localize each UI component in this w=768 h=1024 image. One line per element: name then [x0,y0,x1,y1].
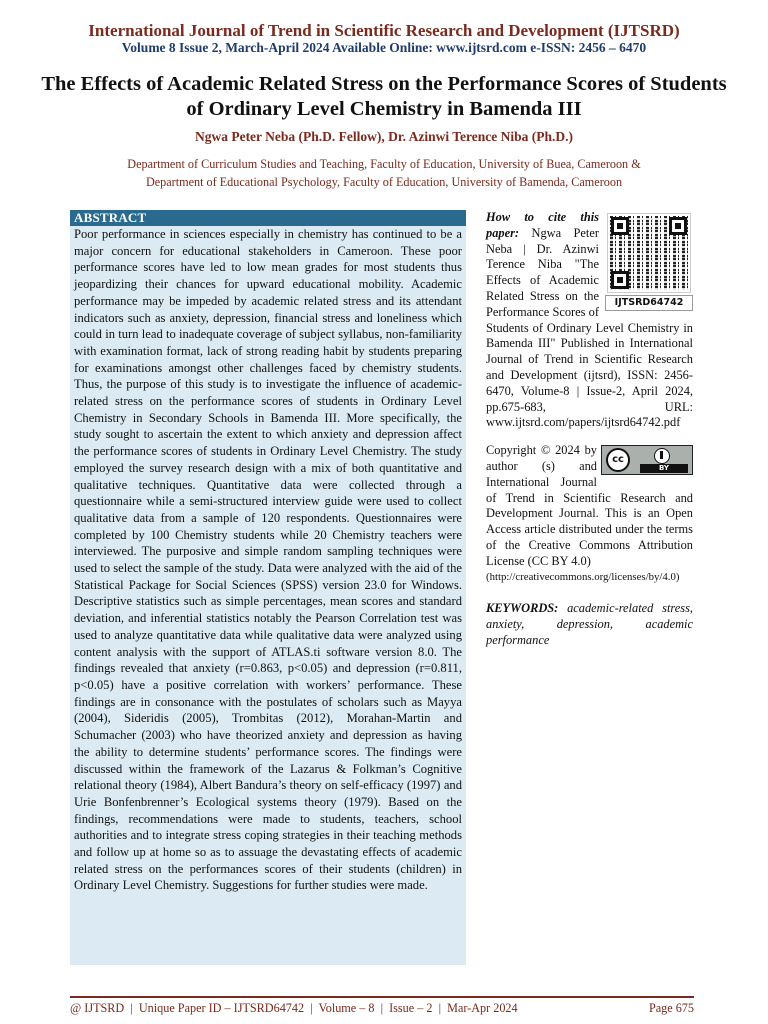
citation-text: Ngwa Peter Neba | Dr. Azinwi Terence Niba "The Effects of Academic Related Stress on the Performance Scores of Students of Ordinary Level Chemistry in Bamenda III" Published in International Journal of Trend in Scientific Research and Development (ijtsrd), ISSN: 2456-6470, Volume-8 | Issue-2, April 2024, pp.675-683, URL: www.ijtsrd.com/papers/ijtsrd64742.pdf [486,225,693,430]
keywords-block [486,601,693,648]
copyright-text: Copyright © 2024 by author (s) and International Journal of Trend in Scientific Research and Development Journal. This is an Open Access article distributed under the terms of the Creative Commons Attribution License (CC BY 4.0) [486,443,693,568]
footer-left: @ IJTSRD | Unique Paper ID – IJTSRD64742 | Volume – 8 | Issue – 2 | Mar-Apr 2024 [70,1001,518,1015]
abstract-text: Poor performance in sciences especially in chemistry has continued to be a major concern for educational stakeholders in Cameroon. These poor performance scores have led to low mean grades for most students thus jeopardizing their chances for upward educational mobility. Academic performance may be impeded by academic related stress and its attendant indicators such as anxiety, depression, financial stress and loneliness which could in turn lead to inadequate coverage of subject syllabus, non-familiarity with examination format, lack of strong reading habit by students preparing for examinations amongst other challenges faced by chemistry students. Thus, the purpose of this study is to investigate the influence of academic-related stress on the performance scores of students in Ordinary Level Chemistry in Secondary Schools in Bamenda III. More specifically, the study sought to ascertain the extent to which anxiety and depression affect the performance scores of students in Ordinary Level Chemistry. The study employed the survey research design with a mix of both quantitative and qualitative techniques. Quantitative data were collected through a questionnaire while a semi-structured interview guide were used to collect qualitative data from a sample of 120 respondents. Questionnaires were completed by 100 Chemistry students while 20 Chemistry teachers were interviewed. The purposive and simple random sampling techniques were used to select the sample of the study. Data were analyzed with the aid of the Statistical Package for Social Sciences (SPSS) version 23.0 for Windows. Descriptive statistics such as simple percentages, mean scores and standard deviation, and inferential statistics notably the Pearson Correlation test was used to analyze quantitative data while qualitative data were analyzed using content analysis with the support of ATLAS.ti software version 8.0. The findings revealed that anxiety (r=0.863, p<0.05) and depression (r=0.811, p<0.05) have a positive correlation with workers’ performance. These findings are in consonance with the postulates of scholars such as Mayya (2004), Sideridis (2005), Trombitas (2012), Morahan-Martin and Schumacher (2003) who have theorized anxiety and depression as having the ability to determine students’ performance scores. The findings were discussed within the framework of the Lazarus & Folkman’s Cognitive relational theory (1984), Albert Bandura’s theory on self-efficacy (1997) and Urie Bonfenbrenner’s Ecological systems theory (1979). Based on the findings, recommendations were made to students, teachers, school authorities and to integrate stress coping strategies in their teaching methods and follow up at home so as to assuage the devastating effects of academic related stress on the performances scores of their students (children) in Ordinary Level Chemistry. Suggestions for further studies were made. [74,227,462,893]
abstract-heading: ABSTRACT [70,210,466,226]
footer-rule [70,996,694,998]
license-url[interactable]: (http://creativecommons.org/licenses/by/4.0) [486,570,680,583]
journal-issue-line: Volume 8 Issue 2, March-April 2024 Available Online: www.ijtsrd.com e-ISSN: 2456 – 6470 [121,40,647,55]
paper-affiliation [60,155,708,191]
page-footer [70,1000,694,1016]
right-column [486,210,693,649]
qr-paper-id: IJTSRD64742 [605,295,693,311]
copyright-block [486,443,693,585]
affiliation-line-2: Department of Educational Psychology, Faculty of Education, University of Bamenda, Cameroon [145,175,623,189]
footer-paper-id: Unique Paper ID – IJTSRD64742 [138,1001,305,1015]
person-icon [654,448,670,464]
paper-title: The Effects of Academic Related Stress on the Performance Scores of Students of Ordinary Level Chemistry in Bamenda III [41,73,727,120]
qr-code-block [605,214,693,311]
journal-title: International Journal of Trend in Scientific Research and Development (IJTSRD) [88,21,680,40]
by-label: BY [640,464,688,473]
keywords-text: academic-related stress, anxiety, depression, academic performance [486,601,693,647]
affiliation-line-1: Department of Curriculum Studies and Teaching, Faculty of Education, University of Buea, Cameroon & [127,157,641,171]
footer-volume: Volume – 8 [318,1001,375,1015]
footer-date: Mar-Apr 2024 [447,1001,518,1015]
footer-publisher: @ IJTSRD [70,1001,125,1015]
citation-block [486,210,693,431]
abstract-box [70,210,466,965]
cc-icon: cc [606,448,630,472]
keywords-label: KEYWORDS: [486,601,559,616]
footer-page-number: Page 675 [648,1001,694,1015]
citation-label: How to cite this paper: [486,210,599,240]
qr-code-icon [608,214,690,292]
footer-issue: Issue – 2 [389,1001,433,1015]
creative-commons-by-icon[interactable] [601,445,693,475]
paper-authors: Ngwa Peter Neba (Ph.D. Fellow), Dr. Azinwi Terence Niba (Ph.D.) [194,129,574,144]
